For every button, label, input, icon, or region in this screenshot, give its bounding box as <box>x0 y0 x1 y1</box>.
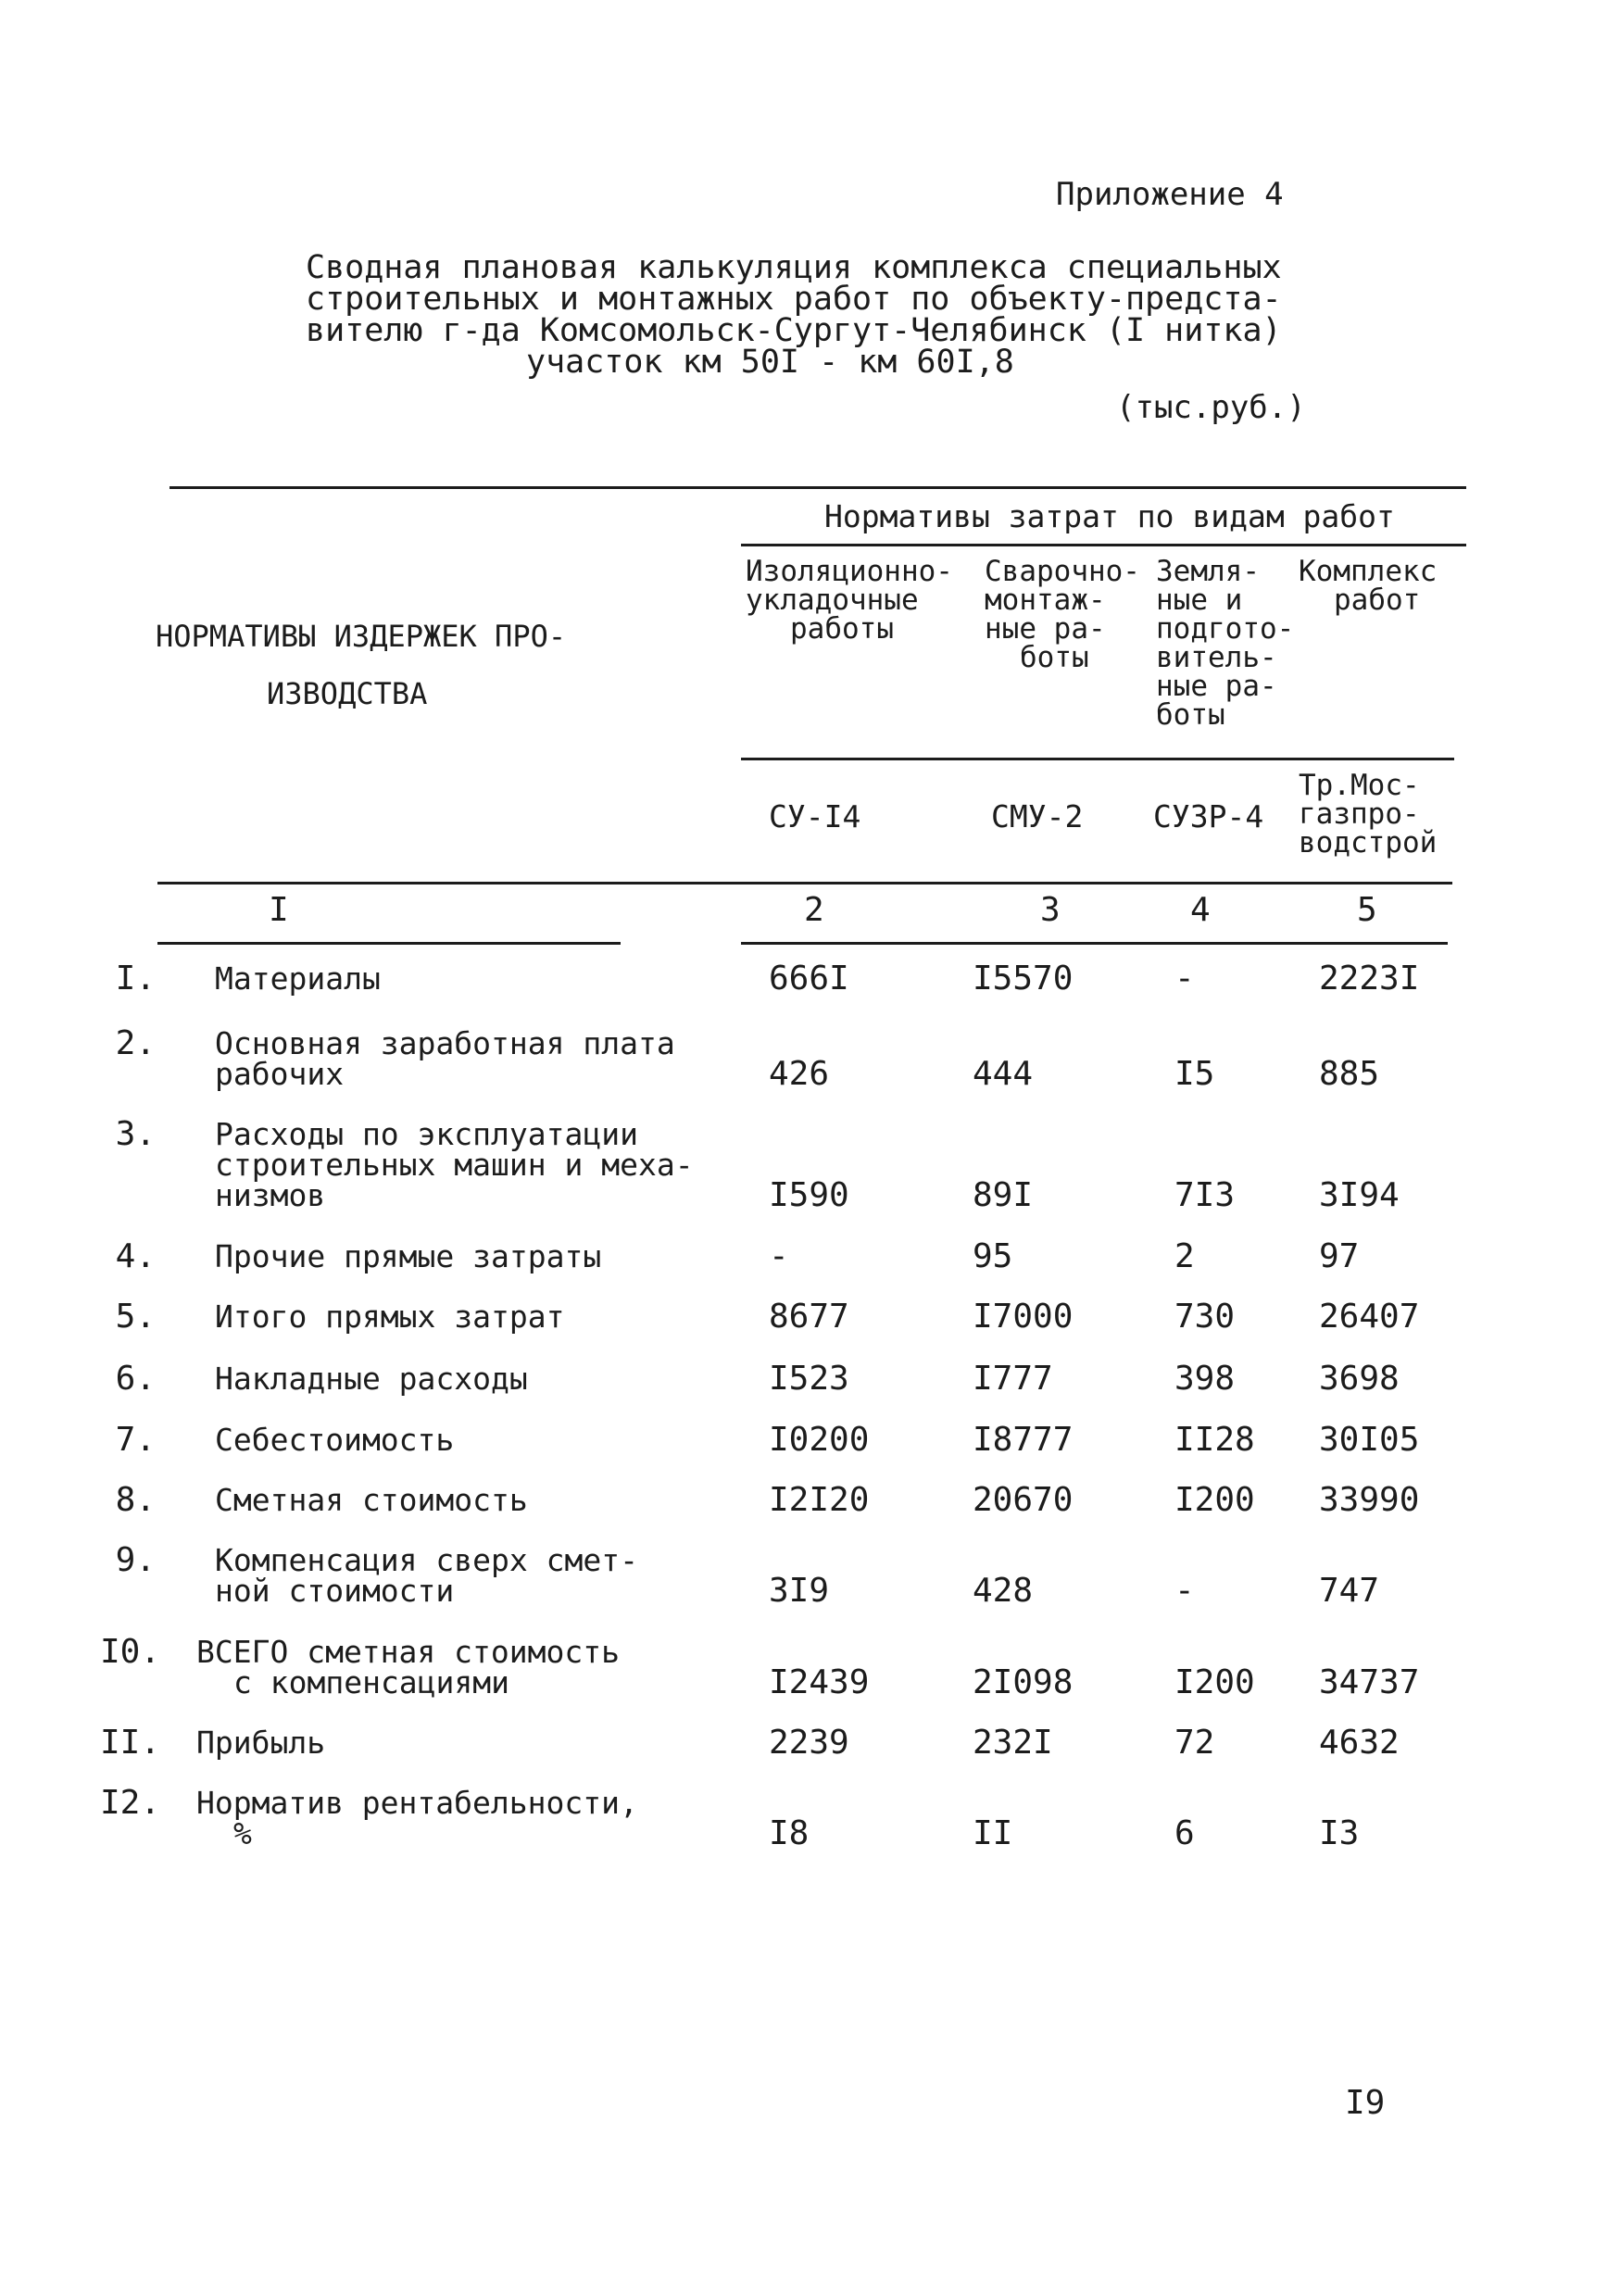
table-cell: I0200 <box>769 1421 870 1459</box>
row-label-line: Основная заработная плата <box>215 1025 675 1061</box>
row-label <box>215 1116 694 1213</box>
table-cell: I2439 <box>769 1663 870 1701</box>
row-number: 4. <box>115 1237 156 1275</box>
appendix-label: Приложение 4 <box>1056 176 1284 213</box>
column-header-line: подгото- <box>1156 612 1295 646</box>
table-cell: II <box>973 1814 1013 1852</box>
table-cell: - <box>769 1237 789 1275</box>
table-cell: 8677 <box>769 1298 849 1336</box>
row-label-line: Норматив рентабельности, <box>196 1785 638 1821</box>
table-cell: 885 <box>1319 1055 1380 1093</box>
table-cell: 3I9 <box>769 1572 830 1610</box>
table-cell: I200 <box>1174 1481 1255 1519</box>
table-cell: 666I <box>769 960 849 997</box>
org-header: СУ-I4 <box>769 798 861 834</box>
table-cell: I2I20 <box>769 1481 870 1519</box>
table-cell: I3 <box>1319 1814 1360 1852</box>
table-cell: 444 <box>973 1055 1034 1093</box>
row-label-line: Материалы <box>215 960 381 997</box>
row-label-line: с компенсациями <box>233 1664 510 1700</box>
row-label-line: рабочих <box>215 1056 345 1092</box>
table-cell: I590 <box>769 1176 849 1214</box>
table-cell: 30I05 <box>1319 1421 1420 1459</box>
row-header: НОРМАТИВЫ ИЗДЕРЖЕК ПРО- <box>156 619 567 654</box>
column-header-line: работы <box>790 612 894 646</box>
column-number: 3 <box>1040 891 1061 929</box>
table-cell: - <box>1174 1572 1195 1610</box>
table-cell: 89I <box>973 1176 1034 1214</box>
org-header-line: Тр.Мос- <box>1299 769 1420 802</box>
column-header-line: укладочные <box>746 583 919 617</box>
table-cell: 2 <box>1174 1237 1195 1275</box>
table-cell: 95 <box>973 1237 1013 1275</box>
row-number: I2. <box>100 1784 161 1822</box>
table-cell: 2I098 <box>973 1663 1074 1701</box>
row-label <box>196 1725 326 1761</box>
column-numbers-rule <box>157 942 621 945</box>
title-line: вителю г-да Комсомольск-Сургут-Челябинск (I нитка) <box>306 312 1282 349</box>
row-label <box>196 1634 620 1700</box>
row-label-line: Сметная стоимость <box>215 1482 528 1518</box>
row-number: 2. <box>115 1024 156 1062</box>
header-bottom-rule <box>157 882 1452 885</box>
org-header: СУЗР-4 <box>1153 798 1264 834</box>
row-label-line: Компенсация сверх смет- <box>215 1542 638 1578</box>
units-label: (тыс.руб.) <box>1116 389 1306 426</box>
org-header <box>1299 769 1438 859</box>
row-number: 7. <box>115 1421 156 1459</box>
table-cell: 2239 <box>769 1724 849 1762</box>
column-header-line: работ <box>1334 583 1421 617</box>
table-cell: 72 <box>1174 1724 1215 1762</box>
column-header-earthworks <box>1156 555 1295 732</box>
table-cell: - <box>1174 960 1195 997</box>
column-header-line: боты <box>1156 698 1225 732</box>
table-cell: 4632 <box>1319 1724 1400 1762</box>
table-cell: 6 <box>1174 1814 1195 1852</box>
row-label <box>196 1785 638 1851</box>
table-cell: I523 <box>769 1360 849 1398</box>
row-label <box>215 1025 675 1092</box>
title-line: Сводная плановая калькуляция комплекса специальных <box>306 249 1282 286</box>
row-label <box>215 1482 528 1518</box>
row-number: 3. <box>115 1115 156 1153</box>
column-type-rule <box>741 758 1454 760</box>
row-label <box>215 1238 602 1274</box>
org-header: СМУ-2 <box>991 798 1084 834</box>
table-cell: 747 <box>1319 1572 1380 1610</box>
column-number: 5 <box>1357 891 1377 929</box>
table-cell: 3I94 <box>1319 1176 1400 1214</box>
row-number: I0. <box>100 1633 161 1671</box>
org-header-line: газпро- <box>1299 797 1420 831</box>
table-cell: 26407 <box>1319 1298 1420 1336</box>
row-label-line: строительных машин и меха- <box>215 1147 694 1183</box>
column-header-line: Сварочно- <box>985 555 1140 588</box>
table-cell: I7000 <box>973 1298 1074 1336</box>
row-number: II. <box>100 1724 161 1762</box>
row-label-line: ВСЕГО сметная стоимость <box>196 1634 620 1670</box>
group-header: Нормативы затрат по видам работ <box>824 498 1395 534</box>
row-label-line: Себестоимость <box>215 1422 455 1458</box>
row-label-line: низмов <box>215 1177 326 1213</box>
column-header-line: витель- <box>1156 641 1277 674</box>
document-title <box>306 249 1282 381</box>
table-cell: 20670 <box>973 1481 1074 1519</box>
row-number: 9. <box>115 1541 156 1579</box>
table-cell: I8777 <box>973 1421 1074 1459</box>
row-label-line: Итого прямых затрат <box>215 1299 565 1335</box>
column-numbers-rule <box>741 942 1448 945</box>
table-cell: I200 <box>1174 1663 1255 1701</box>
column-number: 2 <box>804 891 824 929</box>
column-header-line: ные и <box>1156 583 1243 617</box>
column-header-line: ные ра- <box>985 612 1106 646</box>
row-label <box>215 960 381 997</box>
table-cell: I777 <box>973 1360 1053 1398</box>
table-cell: 7I3 <box>1174 1176 1236 1214</box>
row-number: I. <box>115 960 156 997</box>
table-cell: 33990 <box>1319 1481 1420 1519</box>
column-header-insulation <box>746 555 953 646</box>
table-cell: I8 <box>769 1814 810 1852</box>
column-header-line: Комплекс <box>1299 555 1438 588</box>
column-header-line: Изоляционно- <box>746 555 953 588</box>
row-label-line: ной стоимости <box>215 1573 455 1609</box>
title-line: строительных и монтажных работ по объекту-предста- <box>306 281 1282 318</box>
table-cell: I5570 <box>973 960 1074 997</box>
org-header-line: водстрой <box>1299 826 1438 859</box>
table-cell: 232I <box>973 1724 1053 1762</box>
row-number: 6. <box>115 1360 156 1398</box>
row-label <box>215 1361 528 1397</box>
table-cell: 428 <box>973 1572 1034 1610</box>
table-top-rule <box>170 486 1466 489</box>
table-cell: 3698 <box>1319 1360 1400 1398</box>
row-label-line: % <box>233 1815 252 1851</box>
column-header-complex <box>1299 555 1438 617</box>
row-label <box>215 1299 565 1335</box>
page-number: I9 <box>1345 2084 1386 2122</box>
row-label-line: Накладные расходы <box>215 1361 528 1397</box>
row-label <box>215 1542 638 1609</box>
row-label-line: Прочие прямые затраты <box>215 1238 602 1274</box>
column-header-line: монтаж- <box>985 583 1106 617</box>
row-label-line: Прибыль <box>196 1725 326 1761</box>
column-header-line: ные ра- <box>1156 670 1277 703</box>
column-header-welding <box>985 555 1140 674</box>
group-header-rule <box>741 544 1466 546</box>
column-number: 4 <box>1190 891 1211 929</box>
row-header: ИЗВОДСТВА <box>267 676 428 711</box>
table-cell: I5 <box>1174 1055 1215 1093</box>
column-header-line: боты <box>1020 641 1089 674</box>
table-cell: 97 <box>1319 1237 1360 1275</box>
column-header-line: Земля- <box>1156 555 1260 588</box>
row-label-line: Расходы по эксплуатации <box>215 1116 638 1152</box>
table-cell: 34737 <box>1319 1663 1420 1701</box>
column-number: I <box>269 891 289 929</box>
table-cell: 398 <box>1174 1360 1236 1398</box>
table-cell: II28 <box>1174 1421 1255 1459</box>
row-number: 5. <box>115 1298 156 1336</box>
title-line: участок км 50I - км 60I,8 <box>526 344 1014 381</box>
table-cell: 730 <box>1174 1298 1236 1336</box>
row-number: 8. <box>115 1481 156 1519</box>
table-cell: 426 <box>769 1055 830 1093</box>
table-cell: 2223I <box>1319 960 1420 997</box>
row-label <box>215 1422 455 1458</box>
